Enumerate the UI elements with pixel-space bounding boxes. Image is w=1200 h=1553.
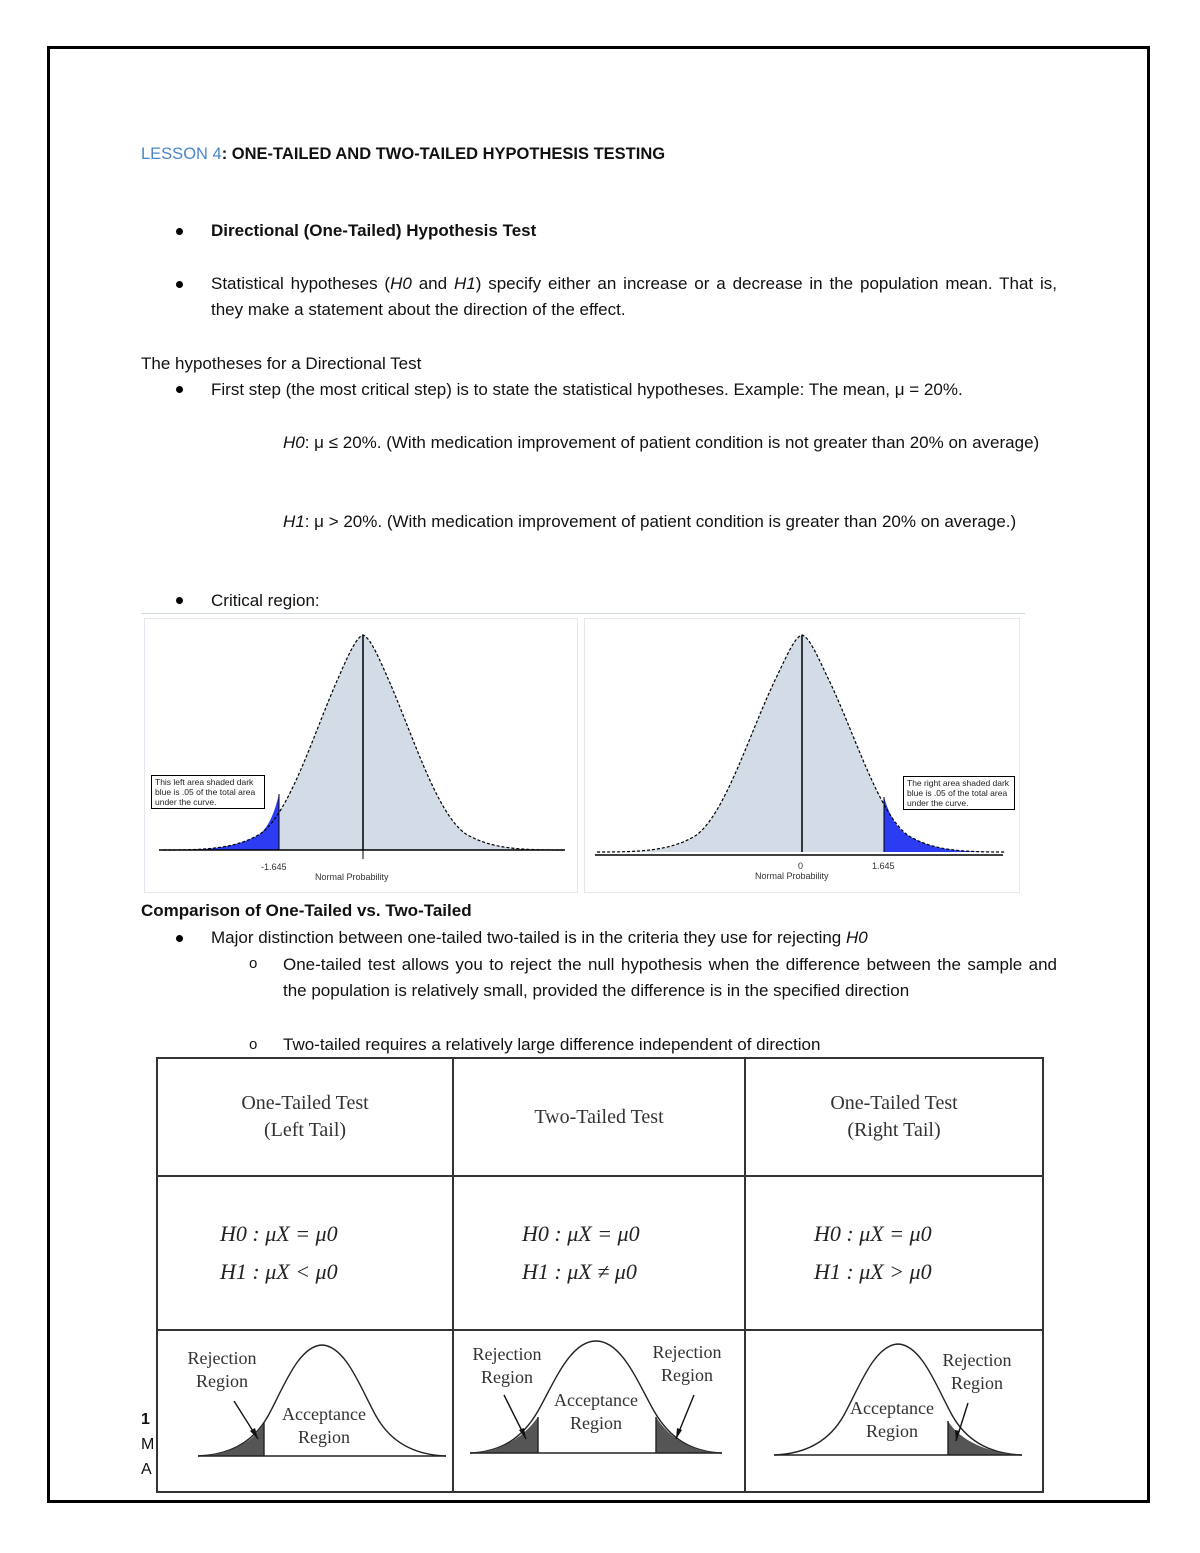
footer-fragment: A xyxy=(141,1461,152,1478)
h0-symbol: H0 xyxy=(390,274,412,293)
left-tail-figure xyxy=(144,618,578,893)
major-distinction-text: Major distinction between one-tailed two-tailed is in the criteria they use for rejecting H0 xyxy=(211,928,868,947)
bullet-icon xyxy=(176,228,183,235)
hypotheses-right-tail: H0 : μX = μ0 H1 : μX > μ0 xyxy=(745,1176,1043,1330)
diagram-right-tail xyxy=(745,1330,1043,1492)
rejection-region-label: Rejection Region xyxy=(942,1350,1012,1393)
bullet-icon xyxy=(176,281,183,288)
hypotheses-description: Statistical hypotheses (H0 and H1) specify either an increase or a decrease in the population mean. That is, they make a statement about the direction of the effect. xyxy=(211,274,1058,319)
rejection-region-label: Rejection Region xyxy=(187,1348,257,1391)
acceptance-region-label: Acceptance Region xyxy=(850,1398,934,1441)
left-axis-label: Normal Probability xyxy=(315,872,389,882)
h1-symbol: H1 xyxy=(453,274,476,293)
left-tail-note: This left area shaded dark blue is .05 of the total area under the curve. xyxy=(151,775,265,809)
h1-statement: H1: μ > 20%. (With medication improvement of patient condition is greater than 20% on average.) xyxy=(283,512,1017,531)
bullet-icon xyxy=(176,386,183,393)
right-tick-zero: 0 xyxy=(798,861,804,871)
directional-heading: The hypotheses for a Directional Test xyxy=(141,354,422,373)
acceptance-region-label: Acceptance Region xyxy=(554,1390,638,1433)
sub-bullet-icon: o xyxy=(249,955,258,972)
header-two-tailed: Two-Tailed Test xyxy=(453,1058,745,1176)
lesson-number: LESSON 4 xyxy=(141,145,222,163)
hypotheses-left-tail: H0 : μX = μ0 H1 : μX < μ0 xyxy=(157,1176,453,1330)
acceptance-region-label: Acceptance Region xyxy=(282,1404,366,1447)
left-tick-label: -1.645 xyxy=(261,862,287,872)
divider xyxy=(141,613,1025,614)
right-axis-label: Normal Probability xyxy=(755,871,829,881)
lesson-title-text: : ONE-TAILED AND TWO-TAILED HYPOTHESIS TESTING xyxy=(221,145,666,163)
rejection-region-left-label: Rejection Region xyxy=(472,1344,542,1387)
sub-bullet-icon: o xyxy=(249,1036,258,1053)
left-tail-curve xyxy=(145,619,577,892)
right-tick-label: 1.645 xyxy=(872,861,895,871)
rejection-region-right-label: Rejection Region xyxy=(652,1342,722,1385)
comparison-table xyxy=(156,1057,1044,1493)
first-step-text: First step (the most critical step) is to state the statistical hypotheses. Example: The mean, μ = 20%. xyxy=(211,380,963,399)
two-tailed-explanation: Two-tailed requires a relatively large difference independent of direction xyxy=(283,1035,821,1054)
header-right-tail: One-Tailed Test (Right Tail) xyxy=(745,1058,1043,1176)
bullet-icon xyxy=(176,597,183,604)
comparison-heading: Comparison of One-Tailed vs. Two-Tailed xyxy=(141,901,472,920)
one-tailed-explanation: One-tailed test allows you to reject the null hypothesis when the difference between the sample and the population is relatively small, provided the difference is in the specified direction xyxy=(283,955,1057,1000)
right-tail-note: The right area shaded dark blue is .05 of the total area under the curve. xyxy=(903,776,1015,810)
critical-region-label: Critical region: xyxy=(211,591,320,610)
diagram-left-tail xyxy=(157,1330,453,1492)
footer-fragment: 1 xyxy=(141,1411,150,1428)
section-heading-directional: Directional (One-Tailed) Hypothesis Test xyxy=(211,221,537,240)
header-left-tail: One-Tailed Test (Left Tail) xyxy=(157,1058,453,1176)
footer-fragment: M xyxy=(141,1436,155,1453)
lesson-title xyxy=(141,145,665,164)
diagram-two-tailed xyxy=(453,1330,745,1492)
bullet-icon xyxy=(176,935,183,942)
hypotheses-two-tailed: H0 : μX = μ0 H1 : μX ≠ μ0 xyxy=(453,1176,745,1330)
h0-statement: H0: μ ≤ 20%. (With medication improvement of patient condition is not greater than 20% on average) xyxy=(283,433,1040,452)
right-tail-figure xyxy=(584,618,1020,893)
right-tail-curve xyxy=(585,619,1019,892)
